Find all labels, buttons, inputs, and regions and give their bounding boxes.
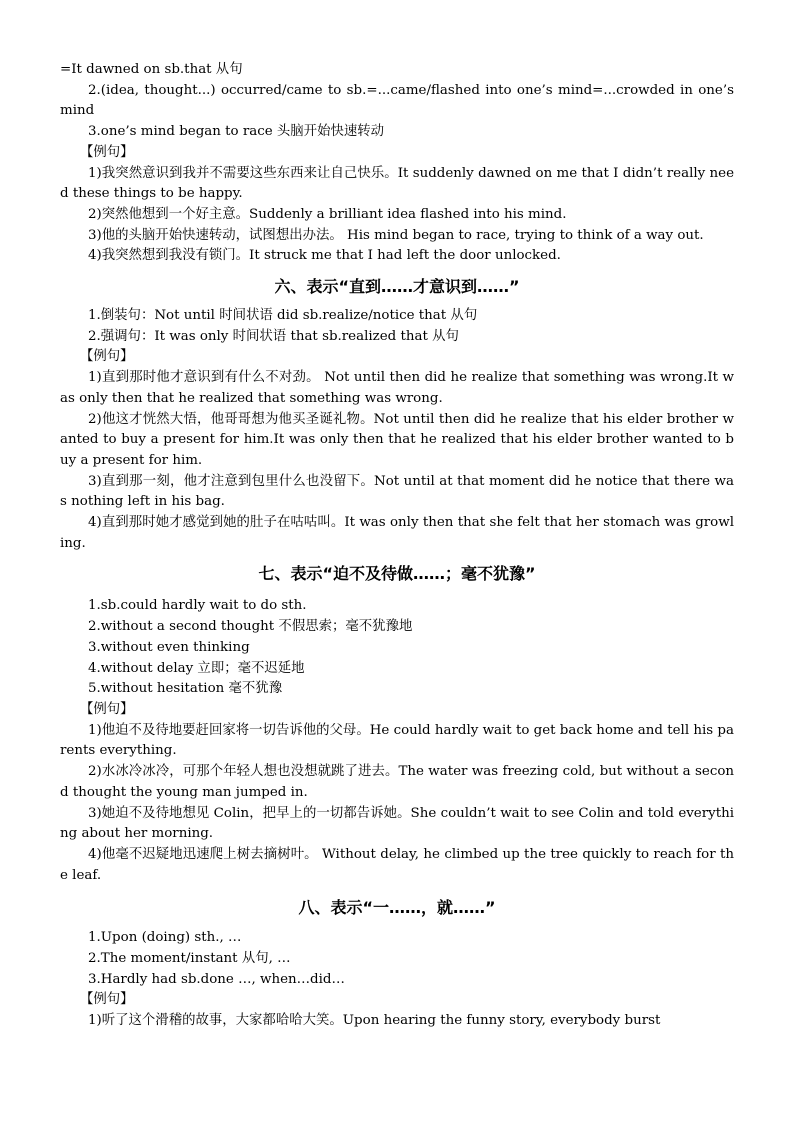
pattern-item: 2.without a second thought 不假思索；毫不犹豫地 <box>88 619 413 635</box>
pattern-item: 5.without hesitation 毫不犹豫 <box>88 681 283 697</box>
pattern-item: 3.Hardly had sb.done …, when…did… <box>88 971 345 987</box>
example-sentence: 2)突然他想到一个好主意。Suddenly a brilliant idea flashed into his mind. <box>88 206 567 222</box>
text-line: 2.(idea, thought...) occurred/came to sb.=...came/flashed into one’s mind=...crowded in one’s mind <box>60 82 734 119</box>
example-label: 【例句】 <box>80 144 134 160</box>
example-sentence: 3)他的头脑开始快速转动，试图想出办法。 His mind began to race, trying to think of a way out. <box>88 227 704 243</box>
section-heading-7: 七、表示“迫不及待做……；毫不犹豫” <box>258 564 536 584</box>
example-sentence: 3)直到那一刻，他才注意到包里什么也没留下。Not until at that moment did he notice that there was nothing left in his bag. <box>60 473 734 510</box>
example-sentence: 1)我突然意识到我并不需要这些东西来让自己快乐。It suddenly dawned on me that I didn’t really need these things to be happy. <box>60 165 734 202</box>
example-label: 【例句】 <box>80 992 134 1008</box>
text-line: 3.one’s mind began to race 头脑开始快速转动 <box>88 124 385 140</box>
pattern-item: 1.Upon (doing) sth., … <box>88 930 242 946</box>
section-heading-8: 八、表示“一……，就……” <box>298 898 496 918</box>
example-sentence: 1)听了这个滑稽的故事，大家都哈哈大笑。Upon hearing the funny story, everybody burst <box>88 1013 661 1029</box>
example-sentence: 4)我突然想到我没有锁门。It struck me that I had left the door unlocked. <box>88 248 561 264</box>
example-sentence: 4)他毫不迟疑地迅速爬上树去摘树叶。 Without delay, he climbed up the tree quickly to reach for the leaf. <box>60 846 734 883</box>
pattern-item: 1.倒装句：Not until 时间状语 did sb.realize/notice that 从句 <box>88 308 478 324</box>
example-sentence: 1)直到那时他才意识到有什么不对劲。 Not until then did he realize that something was wrong.It was only then that he realized that something was wrong. <box>60 370 734 406</box>
pattern-item: 3.without even thinking <box>88 639 250 655</box>
document-content <box>60 60 734 1032</box>
pattern-item: 2.强调句：It was only 时间状语 that sb.realized that 从句 <box>88 328 459 344</box>
example-sentence: 1)他迫不及待地要赶回家将一切告诉他的父母。He could hardly wait to get back home and tell his parents everything. <box>60 722 734 759</box>
example-sentence: 2)水冰冷冰冷，可那个年轻人想也没想就跳了进去。The water was freezing cold, but without a second thought the young man jumped in. <box>60 764 734 800</box>
example-label: 【例句】 <box>80 701 134 717</box>
pattern-item: 4.without delay 立即；毫不迟延地 <box>88 660 305 676</box>
example-label: 【例句】 <box>80 349 134 365</box>
pattern-item: 2.The moment/instant 从句, … <box>88 951 291 967</box>
example-sentence: 3)她迫不及待地想见 Colin，把早上的一切都告诉她。She couldn’t wait to see Colin and told everything about her morning. <box>60 805 734 842</box>
example-sentence: 4)直到那时她才感觉到她的肚子在咕咕叫。It was only then that she felt that her stomach was growling. <box>60 515 734 551</box>
text-line: =It dawned on sb.that 从句 <box>60 62 243 77</box>
example-sentence: 2)他这才恍然大悟，他哥哥想为他买圣诞礼物。Not until then did he realize that his elder brother wanted to buy a present for him.It was only then that he realized that his elder brother wanted to buy a present for him. <box>60 411 734 468</box>
pattern-item: 1.sb.could hardly wait to do sth. <box>88 598 307 614</box>
section-heading-6: 六、表示“直到……才意识到……” <box>274 277 520 297</box>
